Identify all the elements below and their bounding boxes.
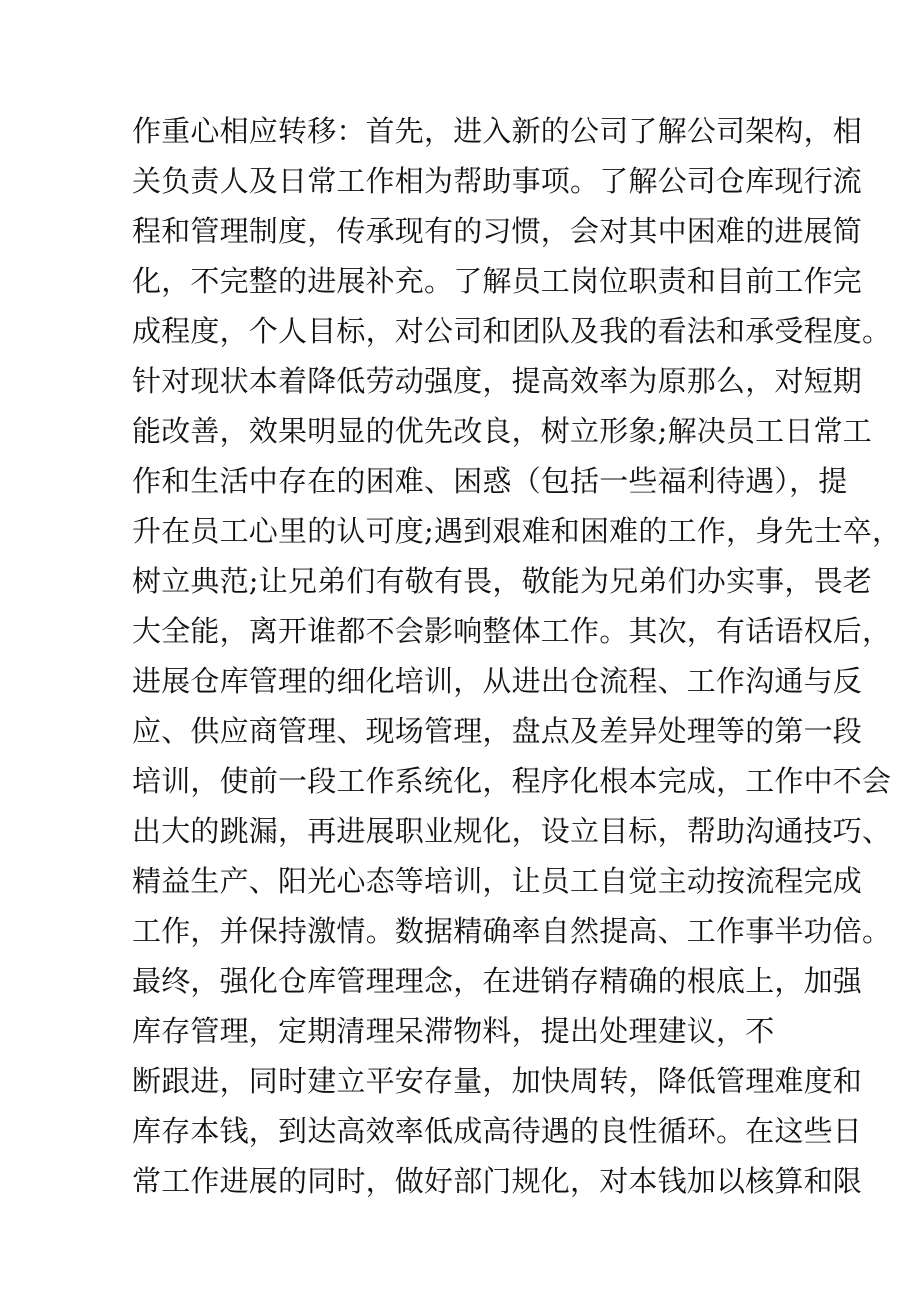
text-line: 精益生产、阳光心态等培训，让员工自觉主动按流程完成 — [132, 864, 863, 898]
text-line: 常工作进展的同时，做好部门规化，对本钱加以核算和限 — [132, 1164, 863, 1198]
text-line: 能改善，效果明显的优先改良，树立形象;解决员工日常工 — [132, 414, 872, 448]
text-line: 树立典范;让兄弟们有敬有畏，敬能为兄弟们办实事，畏老 — [132, 564, 872, 598]
text-line: 应、供应商管理、现场管理，盘点及差异处理等的第一段 — [132, 714, 863, 748]
text-line: 进展仓库管理的细化培训，从进出仓流程、工作沟通与反 — [132, 664, 863, 698]
body-text — [132, 106, 902, 1206]
text-line: 化，不完整的进展补充。了解员工岗位职责和目前工作完 — [132, 264, 863, 298]
text-line: 关负责人及日常工作相为帮助事项。了解公司仓库现行流 — [132, 164, 863, 198]
text-line: 最终，强化仓库管理理念，在进销存精确的根底上，加强 — [132, 964, 863, 998]
text-line: 作重心相应转移：首先，进入新的公司了解公司架构，相 — [132, 114, 863, 148]
text-line: 工作，并保持激情。数据精确率自然提高、工作事半功倍。 — [132, 914, 892, 948]
text-line: 大全能，离开谁都不会影响整体工作。其次，有话语权后， — [132, 614, 892, 648]
text-line: 作和生活中存在的困难、困惑（包括一些福利待遇），提 — [132, 464, 848, 498]
text-line: 程和管理制度，传承现有的习惯，会对其中困难的进展简 — [132, 214, 863, 248]
text-line: 库存本钱，到达高效率低成高待遇的良性循环。在这些日 — [132, 1114, 863, 1148]
text-line: 培训，使前一段工作系统化，程序化根本完成，工作中不会 — [132, 764, 892, 798]
text-line: 库存管理，定期清理呆滞物料，提出处理建议，不 — [132, 1014, 775, 1048]
text-line: 针对现状本着降低劳动强度，提高效率为原那么，对短期 — [132, 364, 863, 398]
text-line: 成程度，个人目标，对公司和团队及我的看法和承受程度。 — [132, 314, 892, 348]
text-line: 断跟进，同时建立平安存量，加快周转，降低管理难度和 — [132, 1064, 863, 1098]
text-line: 升在员工心里的认可度;遇到艰难和困难的工作，身先士卒， — [132, 514, 902, 548]
text-line: 出大的跳漏，再进展职业规化，设立目标，帮助沟通技巧、 — [132, 814, 892, 848]
